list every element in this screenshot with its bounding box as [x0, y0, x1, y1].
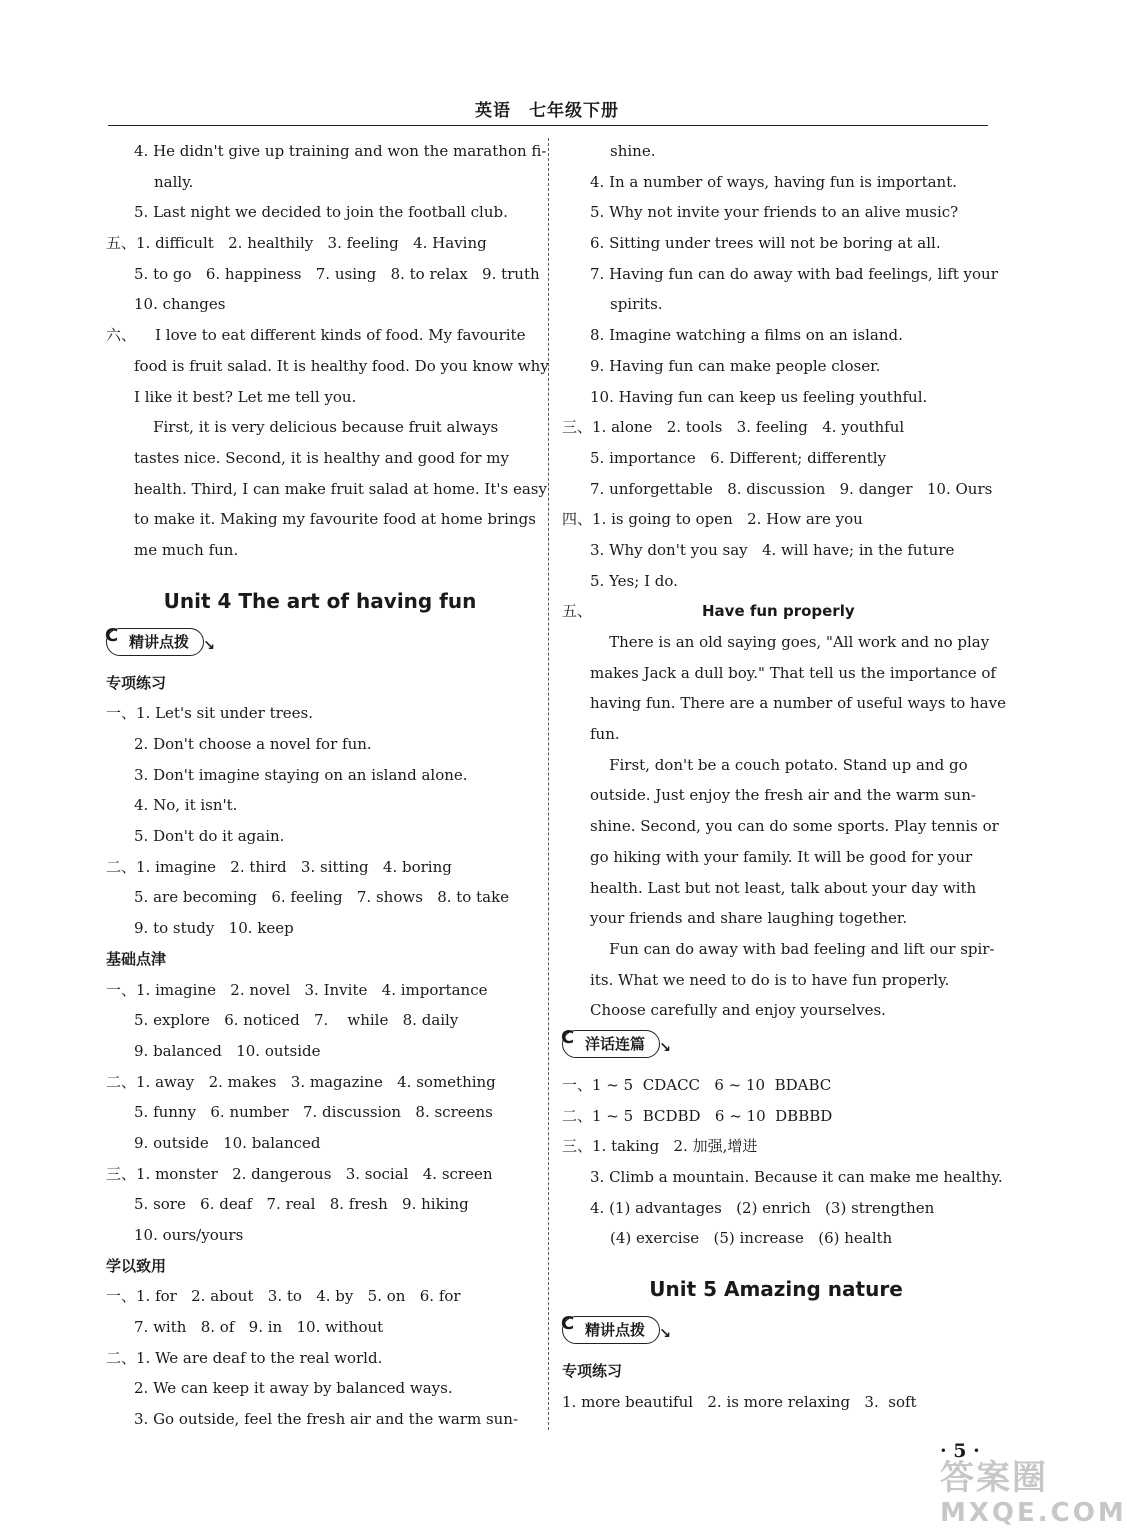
answer-line: 6. Sitting under trees will not be boring at all.: [590, 234, 941, 253]
answer-line: 9. Having fun can make people closer.: [590, 356, 881, 375]
answer-line: 5. Why not invite your friends to an alive music?: [590, 203, 959, 222]
answer-line: your friends and share laughing together.: [590, 909, 908, 928]
essay-number: 五、: [562, 602, 593, 621]
badge-tail-icon: ↘: [203, 637, 216, 654]
answer-line: 4. He didn't give up training and won the marathon fi-: [134, 142, 547, 160]
subsection-title: 专项练习: [562, 1362, 623, 1381]
watermark-logo: [940, 1458, 1127, 1534]
answer-line: outside. Just enjoy the fresh air and the warm sun-: [590, 786, 976, 805]
watermark-bottom: MXQE.COM: [940, 1498, 1127, 1528]
answer-line: 5. explore 6. noticed 7. while 8. daily: [134, 1011, 459, 1030]
answer-line: tastes nice. Second, it is healthy and good for my: [134, 448, 509, 467]
essay-title: Have fun properly: [702, 602, 855, 621]
header-rule: [108, 125, 988, 126]
answer-line: shine. Second, you can do some sports. Play tennis or: [590, 817, 999, 836]
answer-line: First, it is very delicious because fruit always: [134, 418, 499, 437]
answer-line: 3. Why don't you say 4. will have; in the future: [590, 540, 955, 559]
badge-hook-icon: C: [105, 624, 119, 646]
watermark-top: 答案圈: [940, 1458, 1048, 1498]
unit-heading: Unit 5 Amazing nature: [649, 1277, 903, 1302]
badge-label: 洋话连篇: [585, 1034, 646, 1053]
answer-line: 5. Last night we decided to join the football club.: [134, 203, 508, 222]
answer-line: 10. Having fun can keep us feeling youthful.: [590, 387, 928, 406]
answer-line: 4. In a number of ways, having fun is important.: [590, 172, 958, 191]
answer-line: spirits.: [610, 295, 663, 314]
heading-spacer: [562, 1254, 990, 1266]
section-badge-row: [562, 1026, 990, 1070]
answer-line: 3. Go outside, feel the fresh air and the warm sun-: [134, 1410, 519, 1429]
answer-line: 二、1. imagine 2. third 3. sitting 4. boring: [106, 857, 452, 876]
answer-line: health. Last but not least, talk about your day with: [590, 878, 977, 897]
answer-line: food is fruit salad. It is healthy food. Do you know why: [134, 356, 549, 375]
answer-line: 一、1. Let's sit under trees.: [106, 704, 313, 723]
answer-line: 一、1 ~ 5 CDACC 6 ~ 10 BDABC: [562, 1075, 832, 1094]
answer-line: (4) exercise (5) increase (6) health: [610, 1229, 893, 1248]
unit-heading: Unit 4 The art of having fun: [163, 588, 477, 613]
answer-line: 10. changes: [134, 295, 226, 314]
answer-line: makes Jack a dull boy." That tell us the importance of: [590, 663, 996, 682]
answer-line: 三、1. monster 2. dangerous 3. social 4. screen: [106, 1164, 493, 1183]
right-column: [561, 136, 1006, 1417]
column-divider: [548, 138, 549, 1430]
answer-line: 9. to study 10. keep: [134, 919, 294, 938]
badge-label: 精讲点拨: [585, 1321, 646, 1340]
badge-tail-icon: ↘: [659, 1039, 672, 1056]
left-column: [105, 136, 549, 1435]
answer-line: 三、1. alone 2. tools 3. feeling 4. youthful: [562, 418, 905, 437]
answer-line: 7. with 8. of 9. in 10. without: [134, 1318, 384, 1337]
answer-line: Choose carefully and enjoy yourselves.: [590, 1001, 886, 1020]
answer-line: 4. No, it isn't.: [134, 796, 238, 815]
answer-line: its. What we need to do is to have fun properly.: [590, 970, 950, 989]
answer-line: having fun. There are a number of useful ways to have: [590, 694, 1006, 713]
answer-line: 5. funny 6. number 7. discussion 8. screens: [134, 1103, 493, 1122]
subsection-title: 专项练习: [106, 673, 167, 692]
answer-line: 5. to go 6. happiness 7. using 8. to relax 9. truth: [134, 264, 540, 283]
answer-line: 9. outside 10. balanced: [134, 1133, 321, 1152]
answer-line: 2. Don't choose a novel for fun.: [134, 735, 372, 753]
answer-line: me much fun.: [134, 540, 239, 559]
answer-line: 5. sore 6. deaf 7. real 8. fresh 9. hiking: [134, 1195, 469, 1214]
answer-line: 4. (1) advantages (2) enrich (3) strengthen: [590, 1198, 935, 1217]
section-badge: [561, 1313, 672, 1344]
answer-line: 5. importance 6. Different; differently: [590, 448, 887, 467]
section-badge-row: [106, 624, 534, 668]
answer-line: 2. We can keep it away by balanced ways.: [134, 1379, 453, 1398]
answer-line: 二、1 ~ 5 BCDBD 6 ~ 10 DBBBD: [562, 1106, 833, 1125]
answer-line: 三、1. taking 2. 加强,增进: [562, 1137, 758, 1156]
badge-hook-icon: C: [561, 1313, 575, 1335]
answer-line: 7. unforgettable 8. discussion 9. danger 10. Ours: [590, 479, 993, 498]
answer-line: 一、1. imagine 2. novel 3. Invite 4. importance: [106, 980, 488, 999]
answer-line: 5. are becoming 6. feeling 7. shows 8. to take: [134, 888, 510, 907]
answer-line: go hiking with your family. It will be good for your: [590, 847, 973, 866]
answer-line: 7. Having fun can do away with bad feelings, lift your: [590, 264, 998, 283]
answer-line: 3. Climb a mountain. Because it can make me healthy.: [590, 1168, 1003, 1186]
answer-line: nally.: [154, 172, 194, 191]
answer-line: 5. Yes; I do.: [590, 571, 678, 590]
answer-line: 9. balanced 10. outside: [134, 1041, 321, 1060]
answer-line: shine.: [610, 142, 656, 160]
page-number: · 5 ·: [940, 1440, 980, 1462]
section-badge-row: [562, 1312, 990, 1356]
page-header-title: 英语 七年级下册: [475, 101, 619, 121]
answer-line: There is an old saying goes, "All work and no play: [590, 633, 990, 651]
answer-line: 8. Imagine watching a films on an island.: [590, 326, 903, 345]
answer-line: 六、 I love to eat different kinds of food. My favourite: [106, 326, 526, 345]
heading-spacer: [106, 566, 534, 578]
answer-line: 1. more beautiful 2. is more relaxing 3. soft: [562, 1392, 917, 1411]
answer-line: I like it best? Let me tell you.: [134, 387, 357, 406]
answer-line: to make it. Making my favourite food at home brings: [134, 510, 536, 529]
subsection-title: 基础点津: [106, 949, 167, 968]
badge-label: 精讲点拨: [129, 632, 190, 651]
section-badge: [561, 1026, 672, 1058]
answer-line: health. Third, I can make fruit salad at home. It's easy: [134, 479, 547, 498]
badge-hook-icon: C: [561, 1026, 575, 1048]
subsection-title: 学以致用: [106, 1256, 167, 1275]
answer-line: 10. ours/yours: [134, 1226, 244, 1244]
answer-line: 一、1. for 2. about 3. to 4. by 5. on 6. for: [106, 1287, 461, 1306]
answer-line: 二、1. away 2. makes 3. magazine 4. something: [106, 1072, 496, 1091]
answer-line: 五、1. difficult 2. healthily 3. feeling 4. Having: [106, 234, 487, 253]
answer-line: 四、1. is going to open 2. How are you: [562, 510, 863, 529]
answer-line: 二、1. We are deaf to the real world.: [106, 1348, 383, 1367]
answer-line: First, don't be a couch potato. Stand up and go: [590, 755, 968, 774]
badge-tail-icon: ↘: [659, 1326, 672, 1343]
section-badge: [105, 624, 216, 656]
answer-line: 5. Don't do it again.: [134, 827, 285, 846]
answer-line: fun.: [590, 725, 620, 744]
answer-line: Fun can do away with bad feeling and lift our spir-: [590, 939, 995, 958]
essay-title-row: [562, 596, 990, 627]
answer-line: 3. Don't imagine staying on an island alone.: [134, 765, 468, 784]
